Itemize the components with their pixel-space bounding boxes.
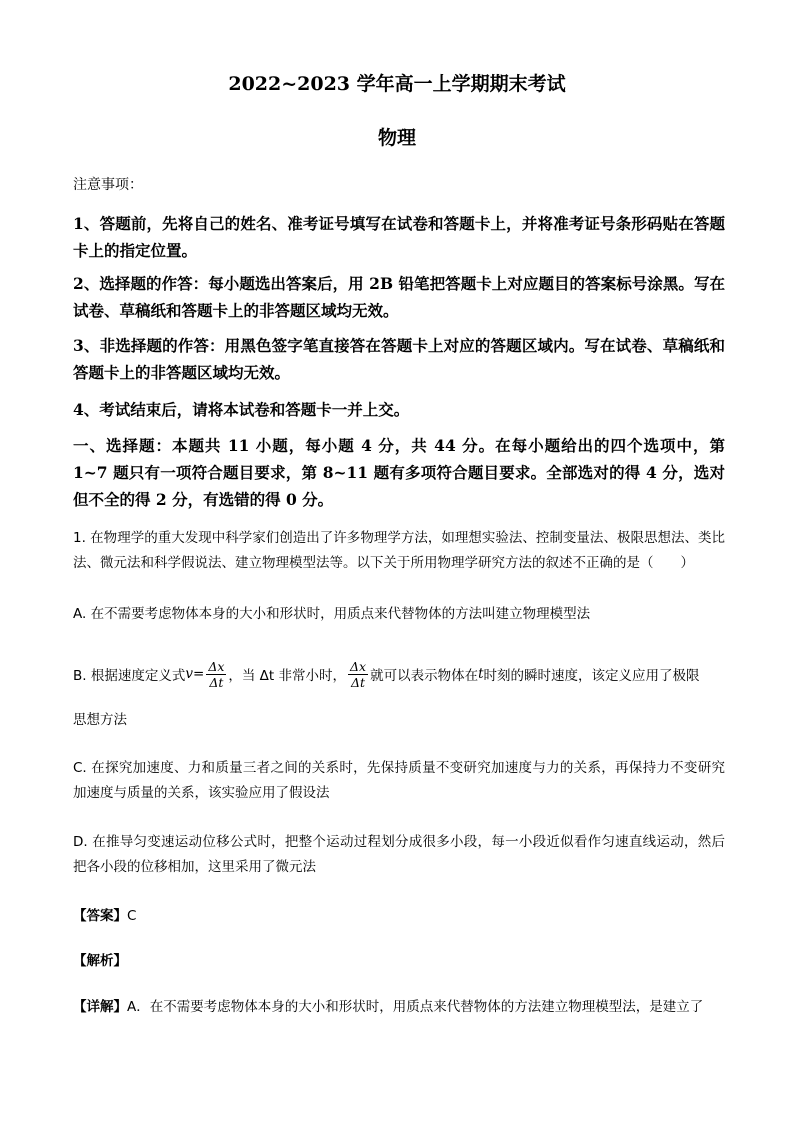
section-intro: 一、选择题：本题共 11 小题，每小题 4 分，共 44 分。在每小题给出的四个选项中，第 1~7 题只有一项符合题目要求，第 8~11 题有多项符合题目要求。全部选对的得 4 分，选对但不全的得 2 分，有选错的得 0 分。 — [73, 436, 725, 509]
time-symbol: t — [478, 666, 484, 682]
question-stem: 1. 在物理学的重大发现中科学家们创造出了许多物理学方法，如理想实验法、控制变量法、极限思想法、类比法、微元法和科学假说法、建立物理模型法等。以下关于所用物理学研究方法的叙述不正确的是（ ） — [73, 530, 725, 571]
option-b-suffix: 时刻的瞬时速度，该定义应用了极限 — [483, 668, 700, 684]
notice-item-3: 3、非选择题的作答：用黑色签字笔直接答在答题卡上对应的答题区域内。写在试卷、草稿纸和答题卡上的非答题区域均无效。 — [73, 336, 725, 382]
answer-value: C — [127, 908, 137, 924]
analysis-label: 【解析】 — [73, 953, 127, 969]
fraction-instant-velocity — [348, 659, 368, 690]
fraction-denominator: Δt — [351, 674, 366, 690]
fraction-numerator: Δx — [350, 658, 367, 674]
option-c: C. 在探究加速度、力和质量三者之间的关系时，先保持质量不变研究加速度与力的关系，再保持力不变研究加速度与质量的关系，该实验应用了假设法 — [73, 760, 725, 801]
fraction-denominator: Δt — [209, 674, 224, 690]
option-b-prefix: B. 根据速度定义式 — [73, 668, 186, 684]
option-b-after-fraction: 就可以表示物体在 — [370, 668, 479, 684]
analysis-line — [73, 950, 127, 972]
detail-label: 【详解】 — [73, 999, 127, 1015]
option-a: A. 在不需要考虑物体本身的大小和形状时，用质点来代替物体的方法叫建立物理模型法 — [73, 606, 591, 622]
option-b-continuation: 思想方法 — [73, 712, 127, 728]
notice-item-2: 2、选择题的作答：每小题选出答案后，用 2B 铅笔把答题卡上对应题目的答案标号涂黑。写在试卷、草稿纸和答题卡上的非答题区域均无效。 — [73, 274, 725, 320]
answer-line — [73, 905, 136, 927]
option-d: D. 在推导匀变速运动位移公式时，把整个运动过程划分成很多小段，每一小段近似看作匀速直线运动，然后把各小段的位移相加，这里采用了微元法 — [73, 834, 725, 875]
answer-label: 【答案】 — [73, 908, 127, 924]
notice-heading: 注意事项： — [73, 177, 143, 193]
fraction-velocity-definition — [206, 659, 226, 690]
subject-title: 物理 — [377, 127, 416, 149]
notice-item-1: 1、答题前，先将自己的姓名、准考证号填写在试卷和答题卡上，并将准考证号条形码贴在答题卡上的指定位置。 — [73, 214, 725, 260]
detail-line — [73, 996, 733, 1018]
detail-text: A．在不需要考虑物体本身的大小和形状时，用质点来代替物体的方法建立物理模型法，是建立了 — [127, 999, 704, 1015]
exam-title: 2022~2023 学年高一上学期期末考试 — [228, 73, 566, 95]
option-b-middle: ，当 Δt 非常小时， — [228, 668, 347, 684]
option-b — [73, 654, 733, 694]
fraction-numerator: Δx — [208, 658, 225, 674]
notice-item-4: 4、考试结束后，请将本试卷和答题卡一并上交。 — [73, 400, 410, 419]
equals-sign: = — [193, 666, 205, 682]
velocity-symbol: v — [185, 666, 193, 682]
